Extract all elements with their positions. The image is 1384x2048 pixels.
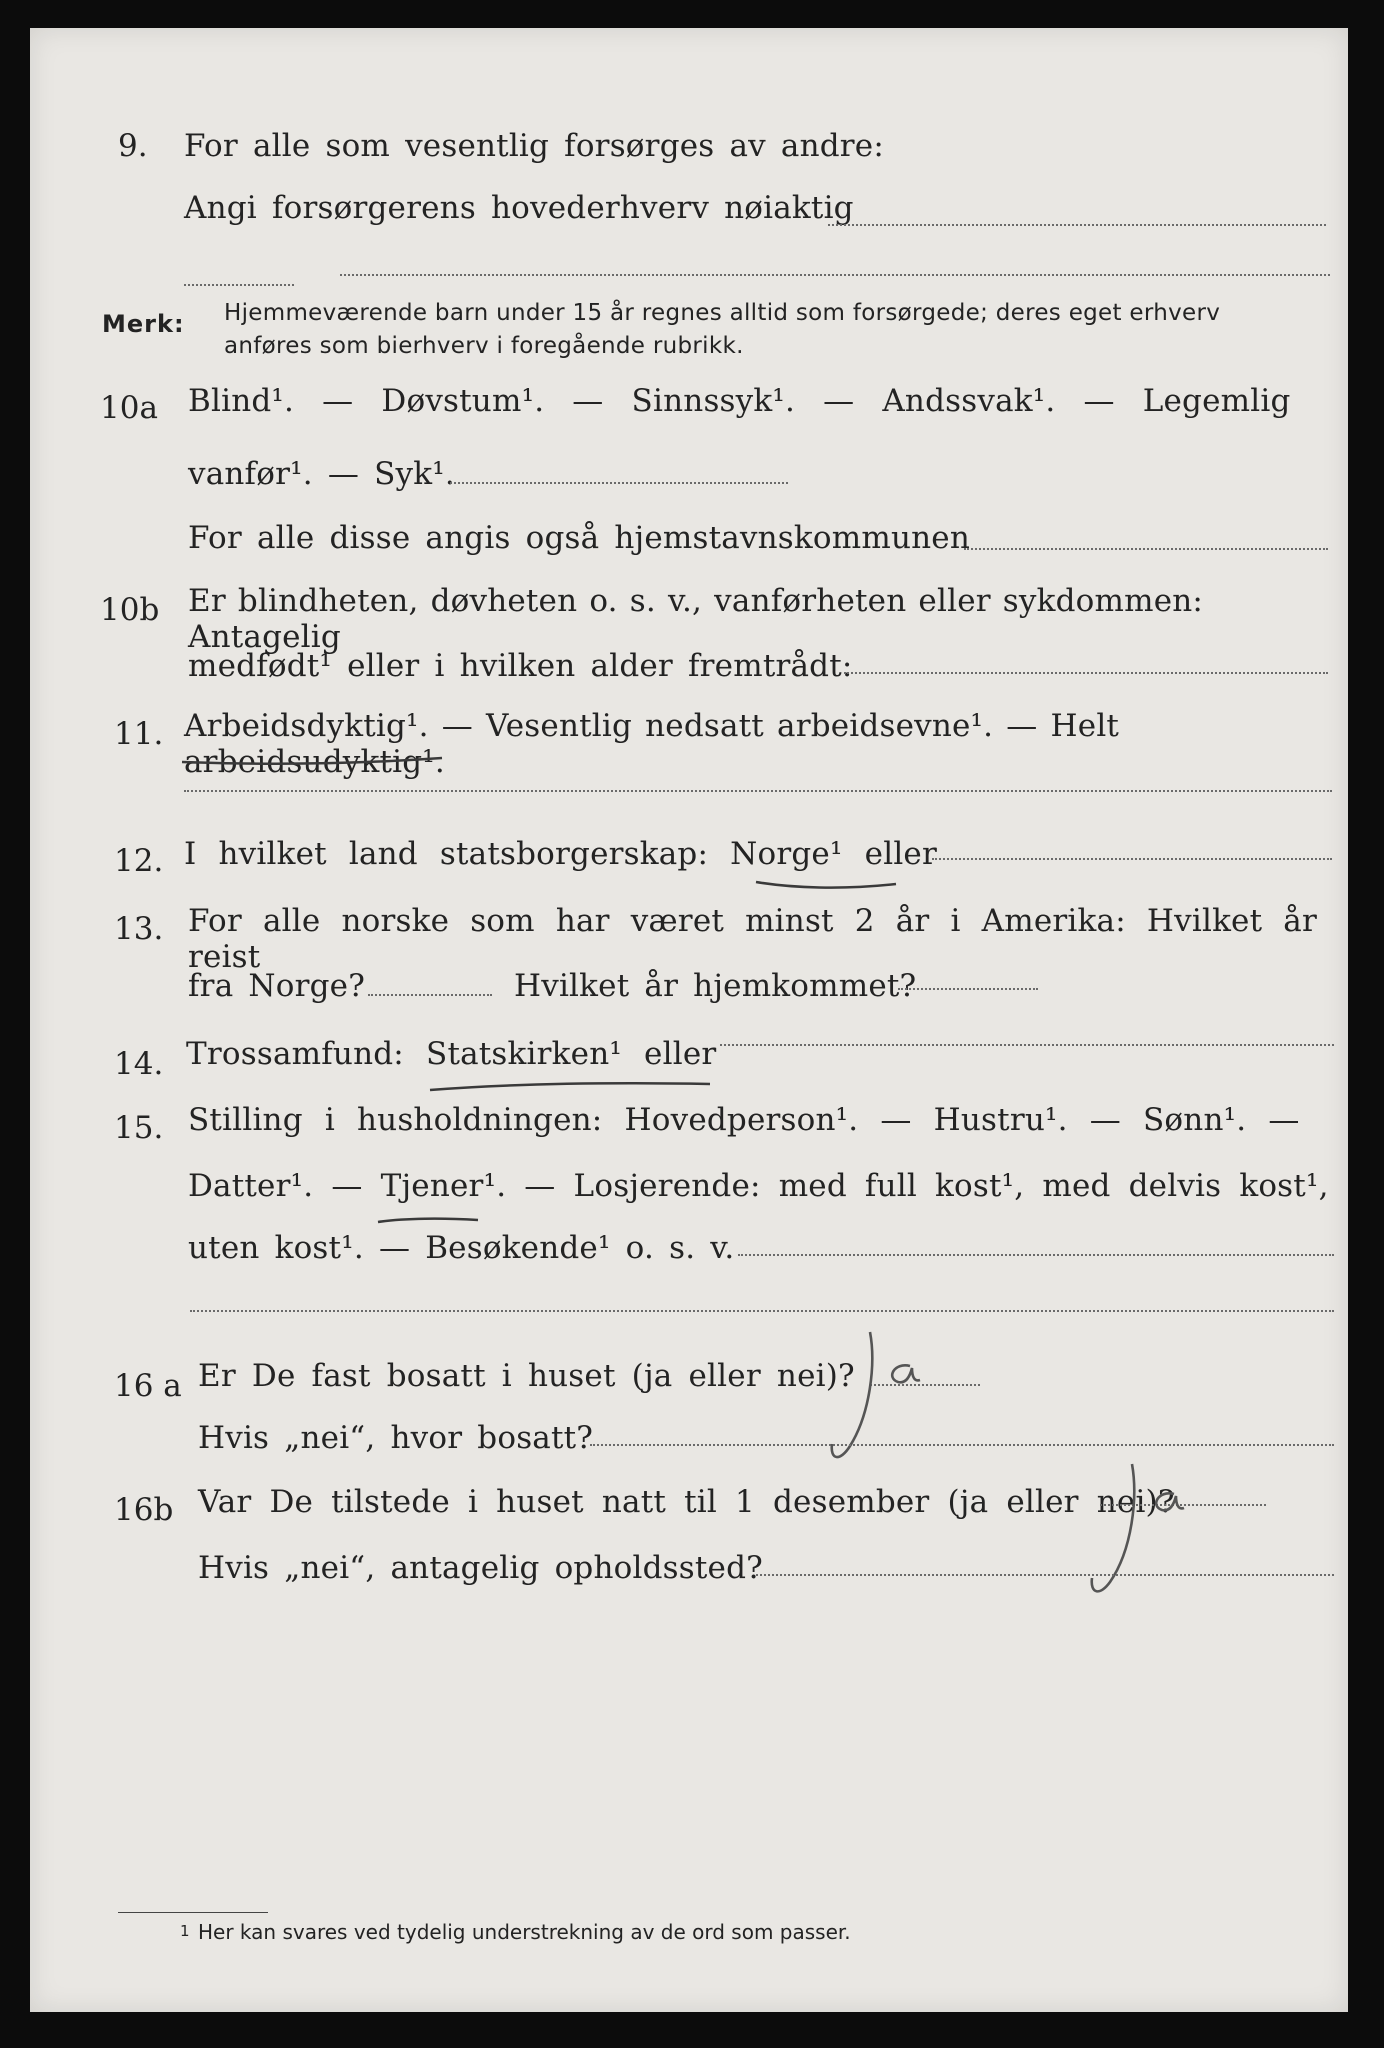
q9-text-line1: For alle som vesentlig forsørges av andre: (184, 128, 884, 164)
q14-number: 14. (114, 1046, 164, 1082)
q10b-text-line2: medfødt¹ eller i hvilken alder fremtrådt: (188, 648, 853, 684)
footnote-rule (118, 1912, 268, 1913)
q15-text-line3: uten kost¹. — Besøkende¹ o. s. v. (188, 1230, 735, 1266)
q10a-answer-line[interactable] (450, 482, 788, 484)
q11-text-line1: Arbeidsdyktig¹. — Vesentlig nedsatt arbeidsevne¹. — Helt arbeidsudyktig¹. (184, 708, 1120, 780)
q11-answer-line[interactable] (184, 790, 1332, 792)
q15-answer-line-2[interactable] (190, 1310, 1334, 1312)
q16a-number: 16 a (114, 1368, 182, 1404)
q10a-text-line1: Blind¹. — Døvstum¹. — Sinnssyk¹. — Andssvak¹. — Legemlig (188, 383, 1291, 419)
q15-number: 15. (114, 1110, 164, 1146)
q10a-municipality-line[interactable] (964, 548, 1328, 550)
q12-answer-line[interactable] (932, 858, 1332, 860)
q14-answer-line[interactable] (720, 1044, 1334, 1046)
q16a-text-line2: Hvis „nei“, hvor bosatt? (198, 1420, 594, 1456)
q13-text-line2b: Hvilket år hjemkommet? (514, 968, 917, 1004)
q16a-residence-line[interactable] (590, 1444, 1334, 1446)
footnote-text: Her kan svares ved tydelig understrekning av de ord som passer. (198, 1920, 851, 1944)
q13-text-line2a: fra Norge? (188, 968, 366, 1004)
q16b-handwritten-answer (1070, 1454, 1220, 1614)
q16a-handwritten-answer (810, 1324, 960, 1474)
q9-answer-line[interactable] (828, 224, 1326, 226)
q14-underline-mark (426, 1072, 716, 1102)
q13-year-returned-line[interactable] (898, 988, 1038, 990)
q16b-whereabouts-line[interactable] (756, 1574, 1334, 1576)
q9-text-line2: Angi forsørgerens hovederhverv nøiaktig (184, 190, 854, 226)
q12-text-line1: I hvilket land statsborgerskap: Norge¹ eller (184, 836, 937, 872)
q11-number: 11. (114, 716, 164, 752)
q10b-answer-line[interactable] (844, 672, 1328, 674)
q16b-text-line1: Var De tilstede i huset natt til 1 desember (ja eller nei)? (198, 1484, 1175, 1520)
q10a-text-line3: For alle disse angis også hjemstavnskommunen (188, 520, 970, 556)
q15-text-line2: Datter¹. — Tjener¹. — Losjerende: med full kost¹, med delvis kost¹, (188, 1168, 1329, 1204)
q9-number: 9. (118, 128, 148, 164)
q10b-number: 10b (100, 592, 160, 628)
q13-number: 13. (114, 911, 164, 947)
q13-text-line1: For alle norske som har været minst 2 år i Amerika: Hvilket år reist (188, 903, 1318, 975)
q9-answer-line-2a[interactable] (184, 284, 294, 286)
q16b-text-line2: Hvis „nei“, antagelig opholdssted? (198, 1550, 763, 1586)
q14-text-line1: Trossamfund: Statskirken¹ eller (186, 1036, 717, 1072)
q12-underline-mark (752, 874, 902, 898)
q15-answer-line[interactable] (738, 1254, 1334, 1256)
q15-text-line1: Stilling i husholdningen: Hovedperson¹. — Hustru¹. — Sønn¹. — (188, 1102, 1300, 1138)
footnote-mark: 1 (180, 1922, 190, 1940)
q15-underline-mark (374, 1208, 484, 1232)
q11-underline-mark (178, 748, 448, 772)
merk-text-line1: Hjemmeværende barn under 15 år regnes alltid som forsørgede; deres eget erhverv (224, 300, 1221, 326)
q10b-text-line1: Er blindheten, døvheten o. s. v., vanførheten eller sykdommen: Antagelig (188, 583, 1204, 655)
form-page (30, 28, 1348, 2012)
merk-label: Merk: (102, 310, 185, 338)
merk-text-line2: anføres som bierhverv i foregående rubrikk. (224, 333, 744, 359)
q10a-number: 10a (100, 390, 158, 426)
q16b-number: 16b (114, 1492, 174, 1528)
q12-number: 12. (114, 843, 164, 879)
q9-answer-line-2b[interactable] (340, 274, 1330, 276)
q16a-text-line1: Er De fast bosatt i huset (ja eller nei)? (198, 1358, 855, 1394)
q13-year-left-line[interactable] (368, 994, 492, 996)
q10a-text-line2: vanfør¹. — Syk¹. (188, 456, 455, 492)
